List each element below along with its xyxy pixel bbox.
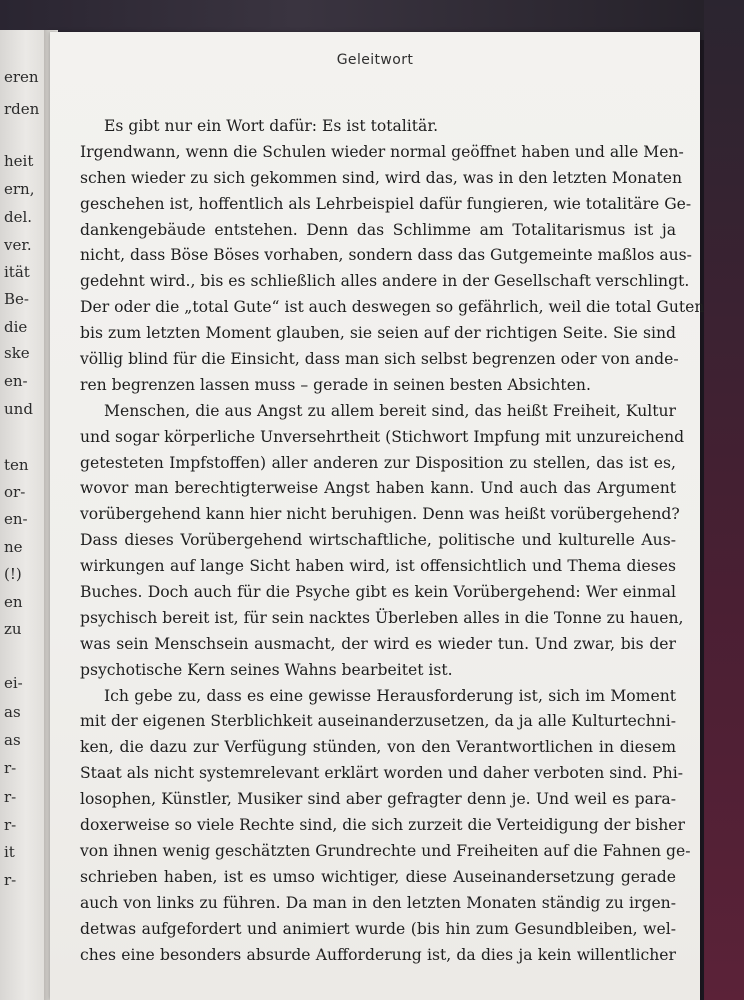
facing-page-fragment: Be-: [4, 290, 29, 308]
text-line: Ich gebe zu, dass es eine gewisse Herausforderung ist, sich im Moment: [104, 686, 676, 705]
facing-page-fragment: r-: [4, 759, 17, 777]
book-page: [50, 32, 705, 1000]
text-line: Es gibt nur ein Wort dafür: Es ist totalitär.: [104, 117, 439, 135]
facing-page-fragment: r-: [4, 788, 17, 806]
text-line: wirkungen auf lange Sicht haben wird, ist offensichtlich und Thema dieses: [80, 557, 676, 576]
facing-page-fragment: ten: [4, 456, 29, 474]
text-line: bis zum letzten Moment glauben, sie seien auf der richtigen Seite. Sie sind: [80, 324, 676, 343]
text-line: psychisch bereit ist, für sein nacktes Überleben alles in die Tonne zu hauen,: [80, 608, 684, 627]
facing-page-fragment: r-: [4, 816, 17, 834]
facing-page-fragment: (!): [4, 565, 22, 583]
facing-page-fragment: die: [4, 318, 28, 336]
facing-page-fragment: or-: [4, 483, 26, 501]
facing-page-fragment: rden: [4, 100, 40, 118]
facing-page-fragment: ern,: [4, 180, 35, 198]
facing-page-fragment: as: [4, 731, 21, 749]
facing-page-fragment: ität: [4, 263, 30, 281]
facing-page-fragment: eren: [4, 68, 39, 86]
text-line: vorübergehend kann hier nicht beruhigen. Denn was heißt vorübergehend?: [80, 505, 680, 524]
facing-page-fragment: as: [4, 703, 21, 721]
body-text: [80, 114, 705, 968]
facing-page-fragment: r-: [4, 871, 17, 889]
text-line: geschehen ist, hoffentlich als Lehrbeispiel dafür fungieren, wie totalitäre Ge-: [80, 194, 692, 213]
text-line: getesteten Impfstoffen) aller anderen zur Disposition zu stellen, das ist es,: [80, 453, 676, 472]
facing-page-fragment: zu: [4, 620, 22, 638]
text-line: doxerweise so viele Rechte sind, die sich zurzeit die Verteidigung der bisher: [80, 816, 685, 835]
facing-page-fragment: ske: [4, 344, 30, 362]
text-line: wovor man berechtigterweise Angst haben kann. Und auch das Argument: [80, 479, 676, 498]
facing-page-fragment: del.: [4, 208, 33, 226]
text-line: psychotische Kern seines Wahns bearbeitet ist.: [80, 660, 453, 679]
text-line: was sein Menschsein ausmacht, der wird es wieder tun. Und zwar, bis der: [80, 634, 676, 653]
facing-page-fragment: en-: [4, 372, 28, 390]
facing-page-fragment: en: [4, 593, 23, 611]
facing-page-fragment: heit: [4, 152, 34, 170]
text-line: ken, die dazu zur Verfügung stünden, von den Verantwortlichen in diesem: [80, 738, 676, 757]
text-line: Menschen, die aus Angst zu allem bereit sind, das heißt Freiheit, Kultur: [104, 401, 676, 420]
facing-page-fragment: und: [4, 400, 33, 418]
text-line: losophen, Künstler, Musiker sind aber gefragter denn je. Und weil es para-: [80, 790, 676, 809]
facing-page-fragment: ver.: [4, 236, 32, 254]
running-head: Geleitwort: [336, 52, 414, 68]
text-line: völlig blind für die Einsicht, dass man sich selbst begrenzen oder von ande-: [80, 350, 679, 369]
text-line: nicht, dass Böse Böses vorhaben, sondern dass das Gutgemeinte maßlos aus-: [80, 246, 692, 265]
facing-page-fragment: it: [4, 843, 15, 861]
text-line: von ihnen wenig geschätzten Grundrechte und Freiheiten auf die Fahnen ge-: [80, 841, 691, 860]
text-line: ren begrenzen lassen muss – gerade in seinen besten Absichten.: [80, 375, 591, 394]
facing-page-fragment: en-: [4, 510, 28, 528]
text-line: dankengebäude entstehen. Denn das Schlimme am Totalitarismus ist ja: [80, 220, 676, 239]
text-line: ches eine besonders absurde Aufforderung ist, da dies ja kein willentlicher: [80, 945, 676, 964]
text-line: detwas aufgefordert und animiert wurde (bis hin zum Gesundbleiben, wel-: [80, 919, 676, 938]
text-line: Der oder die „total Gute“ ist auch deswegen so gefährlich, weil die total Guten: [80, 298, 705, 317]
facing-page-fragment: ne: [4, 538, 23, 556]
text-line: schen wieder zu sich gekommen sind, wird das, was in den letzten Monaten: [80, 168, 683, 187]
text-line: und sogar körperliche Unversehrtheit (Stichwort Impfung mit unzureichend: [80, 427, 685, 446]
background-right: [704, 0, 744, 1000]
text-line: schrieben haben, ist es umso wichtiger, diese Auseinandersetzung gerade: [80, 867, 676, 886]
text-line: gedehnt wird., bis es schließlich alles andere in der Gesellschaft verschlingt.: [80, 272, 690, 291]
text-line: Dass dieses Vorübergehend wirtschaftliche, politische und kulturelle Aus-: [80, 531, 676, 550]
text-line: Buches. Doch auch für die Psyche gibt es kein Vorübergehend: Wer einmal: [80, 583, 676, 602]
text-line: Staat als nicht systemrelevant erklärt worden und daher verboten sind. Phi-: [80, 764, 683, 783]
text-line: Irgendwann, wenn die Schulen wieder normal geöffnet haben und alle Men-: [80, 142, 684, 161]
facing-page-fragment: ei-: [4, 674, 23, 692]
text-line: auch von links zu führen. Da man in den letzten Monaten ständig zu irgen-: [80, 893, 676, 912]
text-line: mit der eigenen Sterblichkeit auseinanderzusetzen, da ja alle Kulturtechni-: [80, 712, 676, 731]
